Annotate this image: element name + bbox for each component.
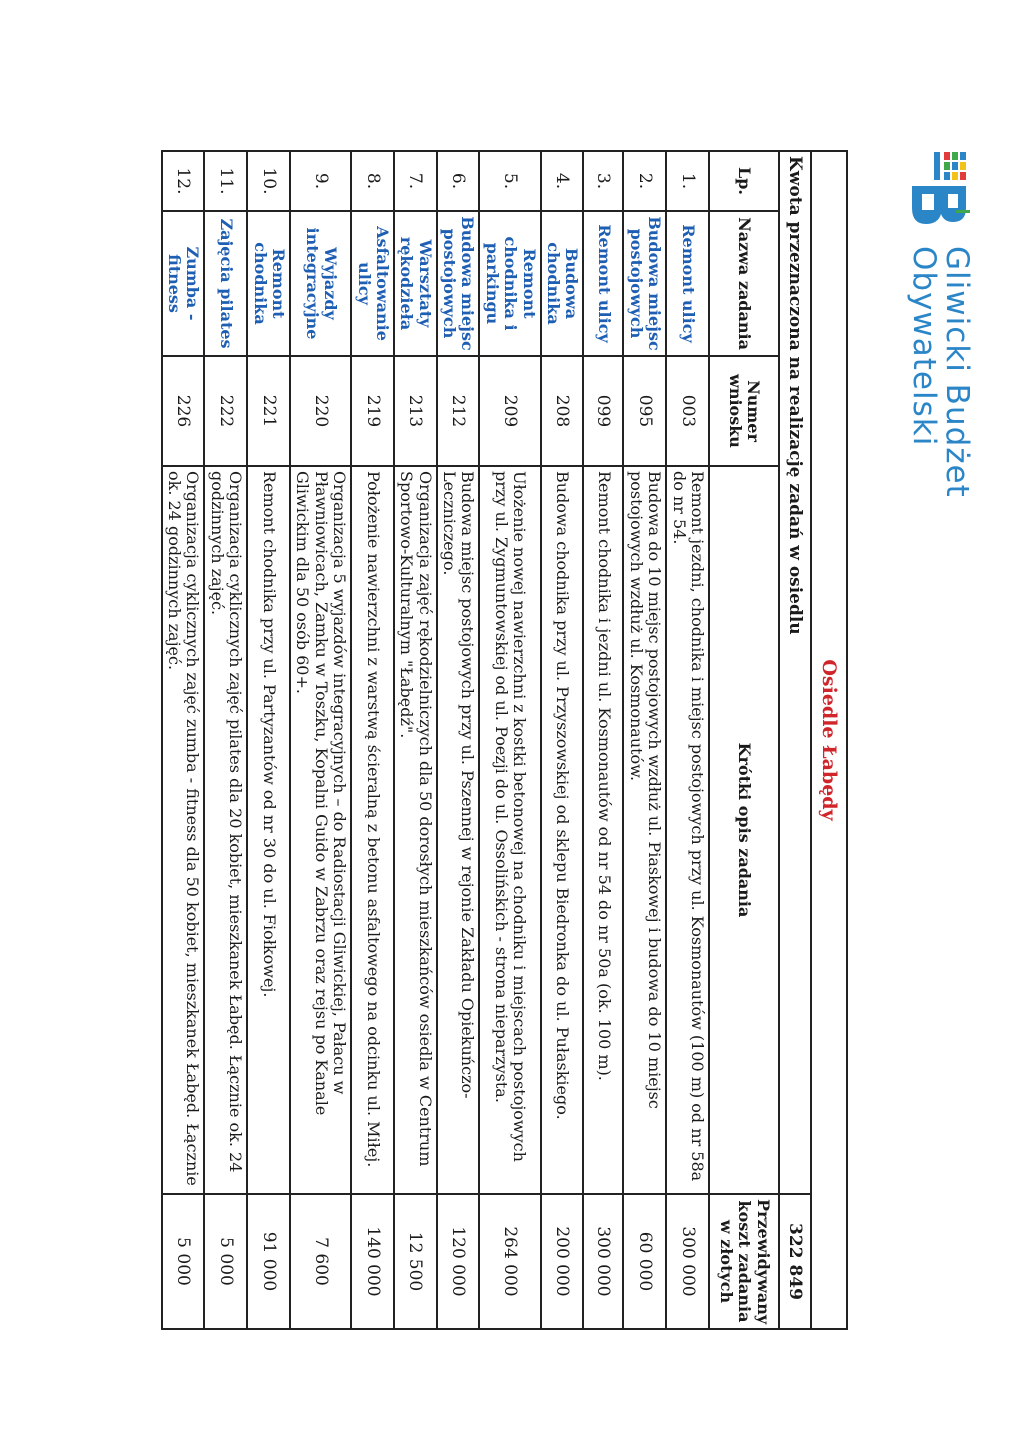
row-lp: 5. bbox=[479, 151, 540, 211]
row-number: 219 bbox=[351, 356, 394, 466]
row-cost: 7 600 bbox=[290, 1194, 351, 1329]
row-cost: 264 000 bbox=[479, 1194, 540, 1329]
row-name: Budowa chodnika bbox=[541, 211, 584, 356]
row-lp: 4. bbox=[541, 151, 584, 211]
row-cost: 60 000 bbox=[623, 1194, 666, 1329]
row-lp: 7. bbox=[394, 151, 437, 211]
table-row bbox=[351, 151, 394, 1329]
table-header-row bbox=[709, 151, 779, 1329]
row-cost: 120 000 bbox=[437, 1194, 480, 1329]
row-number: 213 bbox=[394, 356, 437, 466]
table-row bbox=[583, 151, 623, 1329]
table-body bbox=[162, 151, 709, 1329]
row-description: Remont chodnika przy ul. Partyzantów od nr 30 do ul. Fiołkowej. bbox=[247, 466, 290, 1194]
table-row bbox=[204, 151, 247, 1329]
row-number: 208 bbox=[541, 356, 584, 466]
table-row bbox=[394, 151, 437, 1329]
header-lp: Lp. bbox=[709, 151, 779, 211]
row-lp: 1. bbox=[666, 151, 709, 211]
row-name: Zajęcia pilates bbox=[204, 211, 247, 356]
row-cost: 5 000 bbox=[162, 1194, 205, 1329]
row-name: Zumba - fitness bbox=[162, 211, 205, 356]
row-description: Organizacja cyklicznych zajęć zumba - fitness dla 50 kobiet, mieszkanek Łabęd. Łącznie ok. 24 godzinnych zajęć. bbox=[162, 466, 205, 1194]
budget-logo-icon bbox=[910, 150, 970, 228]
row-description: Organizacja 5 wyjazdów integracyjnych – do Radiostacji Gliwickiej, Pałacu w Pławniowicach, Zamku w Toszku, Kopalni Guido w Zabrzu oraz rejsu po Kanale Gliwickim dla 50 osób 60+. bbox=[290, 466, 351, 1194]
row-lp: 8. bbox=[351, 151, 394, 211]
district-row bbox=[811, 151, 847, 1329]
row-number: 099 bbox=[583, 356, 623, 466]
table-row bbox=[437, 151, 480, 1329]
row-name: Wyjazdy integracyjne bbox=[290, 211, 351, 356]
row-name: Remont chodnika i parkingu bbox=[479, 211, 540, 356]
row-description: Remont jezdni, chodnika i miejsc postojowych przy ul. Kosmonautów (100 m) od nr 58a do nr 54. bbox=[666, 466, 709, 1194]
table-row bbox=[247, 151, 290, 1329]
gliwicki-budzet-logo bbox=[906, 150, 975, 498]
row-cost: 200 000 bbox=[541, 1194, 584, 1329]
row-name: Budowa miejsc postojowych bbox=[623, 211, 666, 356]
table-row bbox=[162, 151, 205, 1329]
table-row bbox=[541, 151, 584, 1329]
row-description: Położenie nawierzchni z warstwą ścieralną z betonu asfaltowego na odcinku ul. Miłej. bbox=[351, 466, 394, 1194]
budget-projects-table bbox=[161, 150, 848, 1330]
row-number: 003 bbox=[666, 356, 709, 466]
row-name: Asfaltowanie ulicy bbox=[351, 211, 394, 356]
row-description: Remont chodnika i jezdni ul. Kosmonautów od nr 54 do nr 50a (ok. 100 m). bbox=[583, 466, 623, 1194]
row-name: Warsztaty rękodzieła bbox=[394, 211, 437, 356]
quota-amount: 322 849 bbox=[779, 1194, 811, 1329]
table-row bbox=[479, 151, 540, 1329]
row-description: Organizacja cyklicznych zajęć pilates dla 20 kobiet, mieszkanek Łabęd. Łącznie ok. 24 godzinnych zajęć. bbox=[204, 466, 247, 1194]
row-lp: 12. bbox=[162, 151, 205, 211]
row-description: Budowa chodnika przy ul. Przyszowskiej od sklepu Biedronka do ul. Pułaskiego. bbox=[541, 466, 584, 1194]
header-name: Nazwa zadania bbox=[709, 211, 779, 356]
quota-label: Kwota przeznaczona na realizację zadań w osiedlu bbox=[779, 151, 811, 1194]
row-number: 209 bbox=[479, 356, 540, 466]
row-name: Budowa miejsc postojowych bbox=[437, 211, 480, 356]
row-name: Remont ulicy bbox=[666, 211, 709, 356]
row-lp: 2. bbox=[623, 151, 666, 211]
row-lp: 6. bbox=[437, 151, 480, 211]
table-row bbox=[290, 151, 351, 1329]
logo-title-line1: Gliwicki Budżet bbox=[939, 246, 975, 498]
table-row bbox=[666, 151, 709, 1329]
table-row bbox=[623, 151, 666, 1329]
row-number: 222 bbox=[204, 356, 247, 466]
logo-title-line2: Obywatelski bbox=[906, 246, 942, 447]
row-cost: 300 000 bbox=[583, 1194, 623, 1329]
row-description: Ułożenie nowej nawierzchni z kostki betonowej na chodniku i miejscach postojowych przy ul. Zygmuntowskiej od ul. Poezji do ul. Ossolińskich - strona nieparzysta. bbox=[479, 466, 540, 1194]
row-cost: 140 000 bbox=[351, 1194, 394, 1329]
row-lp: 11. bbox=[204, 151, 247, 211]
row-name: Remont ulicy bbox=[583, 211, 623, 356]
quota-row bbox=[779, 151, 811, 1329]
header-number: Numer wniosku bbox=[709, 356, 779, 466]
row-cost: 5 000 bbox=[204, 1194, 247, 1329]
row-number: 212 bbox=[437, 356, 480, 466]
row-lp: 3. bbox=[583, 151, 623, 211]
row-lp: 10. bbox=[247, 151, 290, 211]
row-number: 226 bbox=[162, 356, 205, 466]
row-cost: 300 000 bbox=[666, 1194, 709, 1329]
row-number: 095 bbox=[623, 356, 666, 466]
district-name: Osiedle Łabędy bbox=[818, 659, 840, 821]
row-number: 220 bbox=[290, 356, 351, 466]
row-name: Remont chodnika bbox=[247, 211, 290, 356]
header-description: Krótki opis zadania bbox=[709, 466, 779, 1194]
row-description: Budowa miejsc postojowych przy ul. Pszennej w rejonie Zakładu Opiekuńczo-Leczniczego. bbox=[437, 466, 480, 1194]
row-cost: 91 000 bbox=[247, 1194, 290, 1329]
row-lp: 9. bbox=[290, 151, 351, 211]
row-cost: 12 500 bbox=[394, 1194, 437, 1329]
row-description: Organizacja zajęć rękodzielniczych dla 50 dorosłych mieszkańców osiedla w Centrum Sportowo-Kulturalnym "Łabędź". bbox=[394, 466, 437, 1194]
row-number: 221 bbox=[247, 356, 290, 466]
header-cost: Przewidywany koszt zadania w złotych bbox=[709, 1194, 779, 1329]
row-description: Budowa do 10 miejsc postojowych wzdłuż ul. Piaskowej i budowa do 10 miejsc postojowych wzdłuż ul. Kosmonautów. bbox=[623, 466, 666, 1194]
